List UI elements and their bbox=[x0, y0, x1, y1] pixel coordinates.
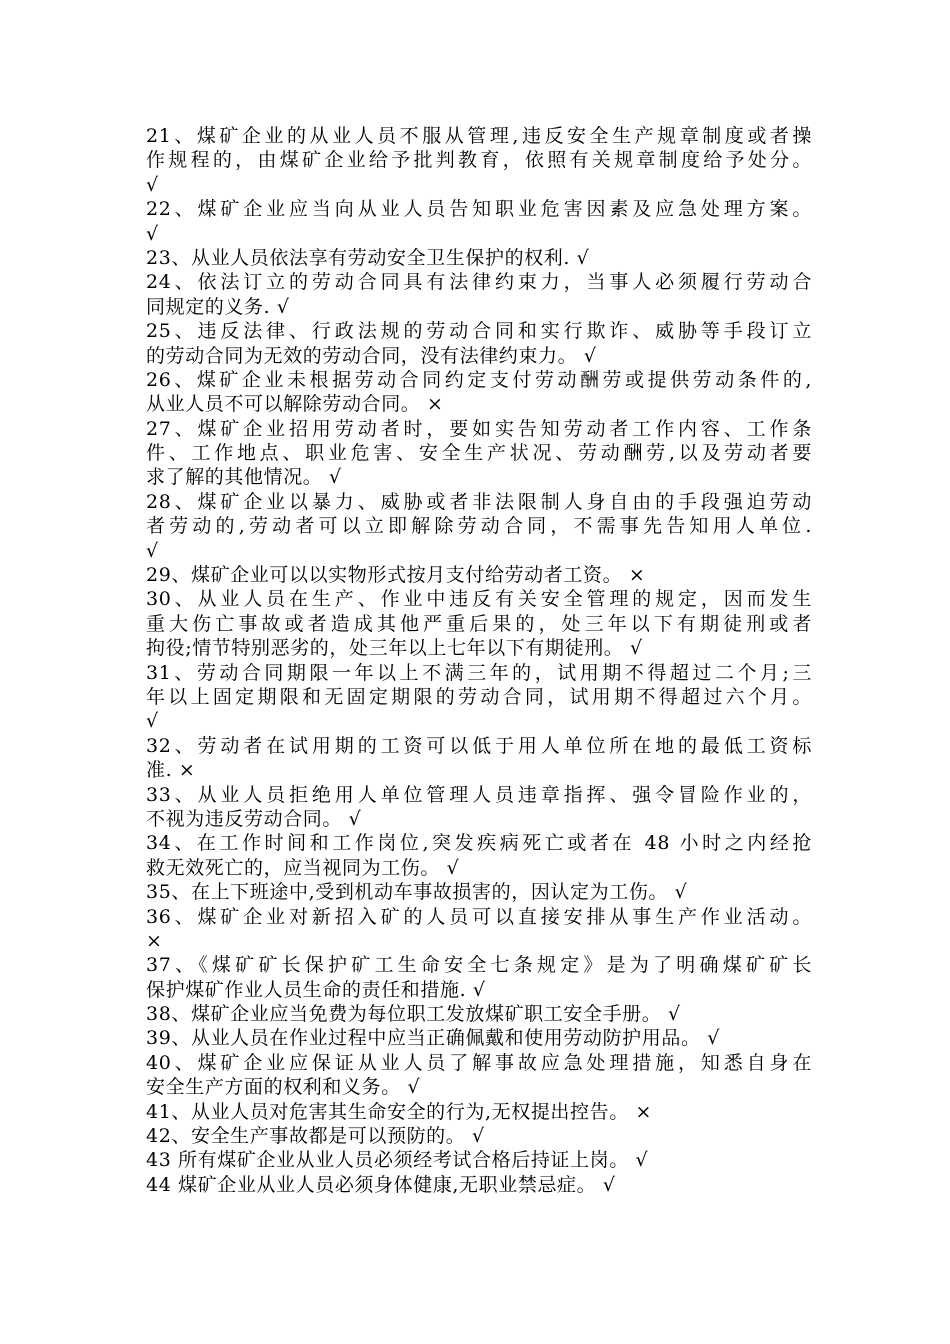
text-line: 28、煤矿企业以暴力、威胁或者非法限制人身自由的手段强迫劳动 bbox=[146, 490, 812, 513]
text-line: √ bbox=[146, 173, 159, 196]
text-line: 者劳动的,劳动者可以立即解除劳动合同，不需事先告知用人单位. bbox=[146, 515, 812, 538]
text-line: 21、煤矿企业的从业人员不服从管理,违反安全生产规章制度或者操 bbox=[146, 125, 812, 147]
text-line: 求了解的其他情况。 √ bbox=[146, 466, 342, 489]
text-line: 救无效死亡的，应当视同为工伤。 √ bbox=[146, 856, 460, 879]
text-line: 29、煤矿企业可以以实物形式按月支付给劳动者工资。 × bbox=[146, 564, 646, 587]
text-line: 准. × bbox=[146, 759, 196, 782]
text-line: 的劳动合同为无效的劳动合同，没有法律约束力。 √ bbox=[146, 344, 597, 367]
text-line: 35、在上下班途中,受到机动车事故损害的，因认定为工伤。 √ bbox=[146, 881, 688, 904]
text-line: 重大伤亡事故或者造成其他严重后果的，处三年以下有期徒刑或者 bbox=[146, 612, 812, 635]
text-line: 42、安全生产事故都是可以预防的。 √ bbox=[146, 1125, 485, 1148]
document-page bbox=[146, 124, 812, 1197]
text-line: 年以上固定期限和无固定期限的劳动合同，试用期不得超过六个月。 bbox=[146, 685, 812, 708]
text-line: 保护煤矿作业人员生命的责任和措施. √ bbox=[146, 978, 486, 1001]
text-line: 31、劳动合同期限一年以上不满三年的，试用期不得超过二个月;三 bbox=[146, 661, 812, 684]
text-line: 37、《煤矿矿长保护矿工生命安全七条规定》是为了明确煤矿矿长 bbox=[146, 954, 812, 977]
text-line: 38、煤矿企业应当免费为每位职工发放煤矿职工安全手册。 √ bbox=[146, 1003, 681, 1026]
text-line: √ bbox=[146, 539, 159, 562]
text-line: 25、违反法律、行政法规的劳动合同和实行欺诈、威胁等手段订立 bbox=[146, 320, 812, 343]
text-line: 不视为违反劳动合同。 √ bbox=[146, 807, 362, 830]
text-line: 23、从业人员依法享有劳动安全卫生保护的权利. √ bbox=[146, 246, 590, 269]
text-line: 32、劳动者在试用期的工资可以低于用人单位所在地的最低工资标 bbox=[146, 734, 812, 757]
text-line: 30、从业人员在生产、作业中违反有关安全管理的规定，因而发生 bbox=[146, 588, 812, 611]
text-line: 作规程的，由煤矿企业给予批判教育，依照有关规章制度给予处分。 bbox=[146, 149, 812, 172]
text-line: 41、从业人员对危害其生命安全的行为,无权提出控告。 × bbox=[146, 1100, 652, 1123]
text-line: 安全生产方面的权利和义务。 √ bbox=[146, 1076, 421, 1099]
text-line: 44 煤矿企业从业人员必须身体健康,无职业禁忌症。 √ bbox=[146, 1173, 616, 1196]
text-line: × bbox=[146, 929, 163, 952]
text-line: 同规定的义务. √ bbox=[146, 295, 290, 318]
text-line: √ bbox=[146, 710, 159, 733]
text-line: 39、从业人员在作业过程中应当正确佩戴和使用劳动防护用品。 √ bbox=[146, 1027, 720, 1050]
text-line: 36、煤矿企业对新招入矿的人员可以直接安排从事生产作业活动。 bbox=[146, 905, 812, 928]
text-line: 26、煤矿企业未根据劳动合同约定支付劳动酬劳或提供劳动条件的, bbox=[146, 368, 812, 391]
text-line: 43 所有煤矿企业从业人员必须经考试合格后持证上岗。 √ bbox=[146, 1149, 649, 1172]
text-line: 24、依法订立的劳动合同具有法律约束力，当事人必须履行劳动合 bbox=[146, 271, 812, 294]
text-line: 34、在工作时间和工作岗位,突发疾病死亡或者在 48 小时之内经抢 bbox=[146, 832, 812, 855]
text-line: 件、工作地点、职业危害、安全生产状况、劳动酬劳,以及劳动者要 bbox=[146, 442, 812, 465]
text-line: 22、煤矿企业应当向从业人员告知职业危害因素及应急处理方案。 bbox=[146, 198, 812, 221]
text-line: 从业人员不可以解除劳动合同。 × bbox=[146, 393, 444, 416]
text-line: 40、煤矿企业应保证从业人员了解事故应急处理措施，知悉自身在 bbox=[146, 1051, 812, 1074]
text-line: 拘役;情节特别恶劣的，处三年以上七年以下有期徒刑。 √ bbox=[146, 637, 643, 660]
text-line: 33、从业人员拒绝用人单位管理人员违章指挥、强令冒险作业的， bbox=[146, 783, 812, 806]
text-line: 27、煤矿企业招用劳动者时，要如实告知劳动者工作内容、工作条 bbox=[146, 417, 812, 440]
text-line: √ bbox=[146, 222, 159, 245]
